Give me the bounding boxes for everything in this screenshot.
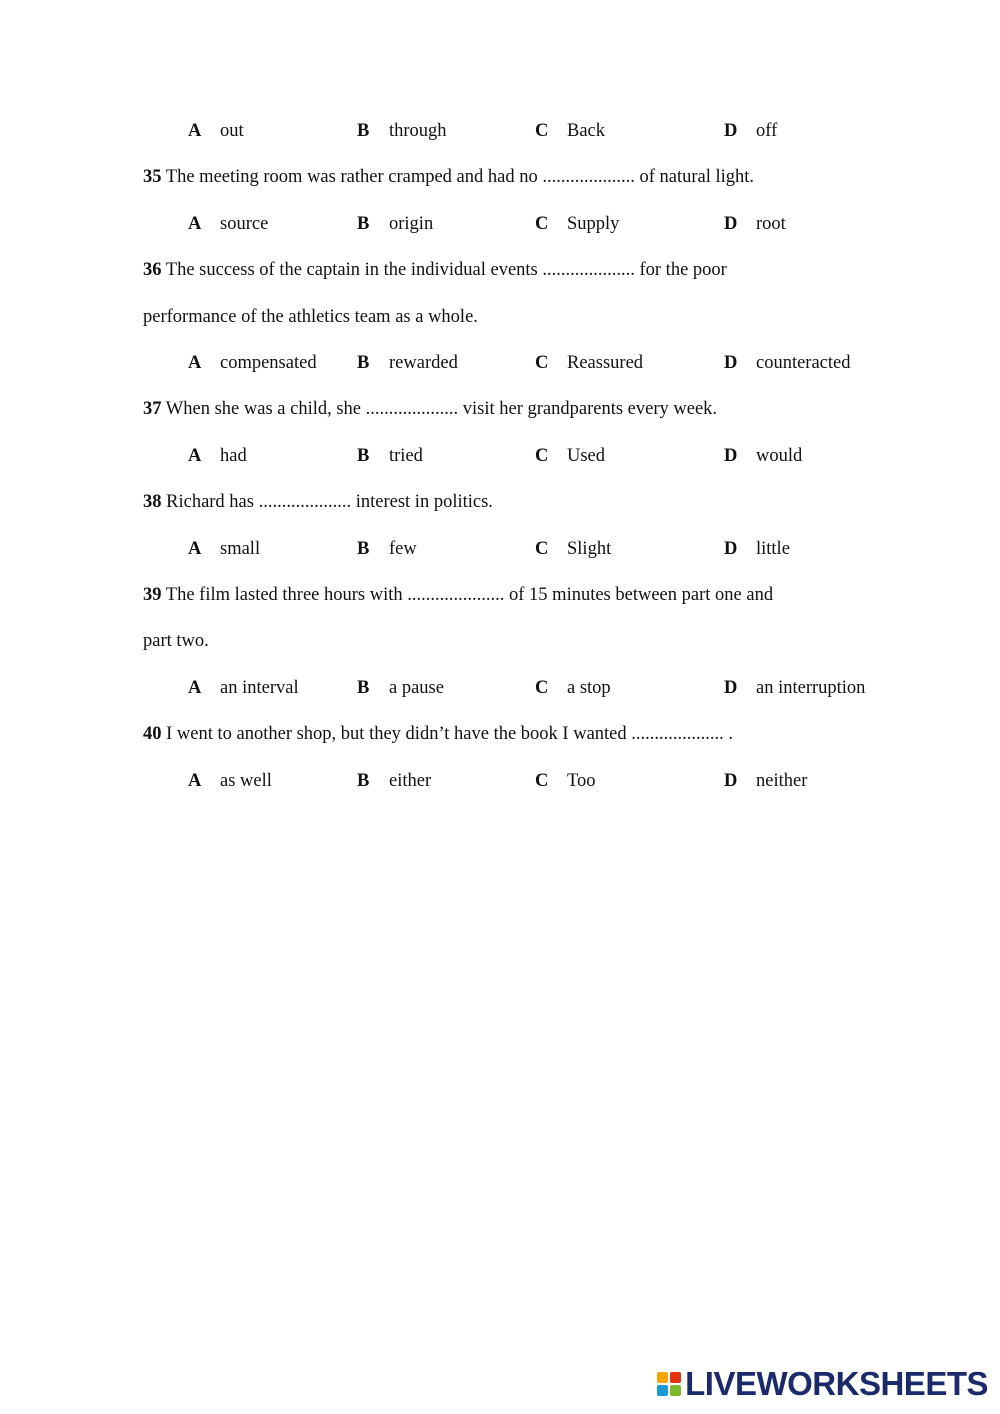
option-text: tried (389, 445, 423, 466)
option-letter: D (724, 445, 738, 466)
answer-option-d[interactable] (724, 677, 866, 699)
option-text: Used (567, 445, 606, 466)
option-text: out (220, 121, 244, 141)
answer-option-b[interactable] (357, 445, 423, 467)
option-text: would (756, 445, 803, 466)
option-letter: D (724, 213, 738, 234)
option-letter: B (357, 770, 370, 791)
answer-option-b[interactable] (357, 538, 417, 560)
answer-option-a[interactable] (188, 352, 317, 374)
answer-option-b[interactable] (357, 213, 434, 235)
option-text: Supply (567, 213, 620, 234)
option-text: little (756, 538, 790, 559)
question-35-stem (143, 166, 754, 188)
option-letter: B (357, 121, 370, 141)
option-text: an interval (220, 677, 299, 698)
option-text: through (389, 121, 447, 141)
option-text: Too (567, 770, 596, 791)
option-letter: A (188, 353, 202, 373)
answer-options (0, 770, 1000, 792)
option-text: origin (389, 213, 434, 234)
option-text: root (756, 213, 786, 234)
option-letter: D (724, 538, 738, 559)
answer-options (0, 445, 1000, 467)
question-39-stem-continued (143, 630, 209, 652)
answer-option-d[interactable] (724, 770, 808, 792)
answer-option-c[interactable] (535, 538, 612, 560)
question-text: I went to another shop, but they didn’t have the book I wanted .................... . (166, 724, 734, 745)
option-letter: A (188, 213, 202, 234)
answer-options (0, 120, 1000, 142)
question-number: 37 (143, 399, 162, 420)
option-text: neither (756, 770, 808, 791)
answer-option-c[interactable] (535, 352, 644, 374)
option-letter: B (357, 677, 370, 698)
option-letter: C (535, 353, 549, 373)
answer-option-d[interactable] (724, 213, 786, 235)
question-40-stem (143, 723, 733, 745)
question-number: 36 (143, 260, 162, 281)
option-letter: C (535, 445, 549, 466)
option-letter: A (188, 445, 202, 466)
option-text: small (220, 538, 261, 559)
answer-options (0, 352, 1000, 374)
answer-option-d[interactable] (724, 445, 803, 467)
question-text: performance of the athletics team as a whole. (143, 306, 478, 327)
option-letter: C (535, 121, 549, 141)
question-number: 35 (143, 167, 162, 188)
option-letter: D (724, 677, 738, 698)
answer-option-a[interactable] (188, 120, 244, 142)
option-text: as well (220, 770, 272, 791)
option-letter: B (357, 213, 370, 234)
option-text: either (389, 770, 432, 791)
brand-name: LIVEWORKSHEETS (685, 1365, 988, 1402)
question-number: 38 (143, 492, 162, 513)
question-text: The meeting room was rather cramped and had no .................... of natural light. (165, 167, 755, 188)
answer-option-a[interactable] (188, 538, 261, 560)
option-letter: A (188, 770, 202, 791)
option-letter: C (535, 538, 549, 559)
option-letter: A (188, 121, 202, 141)
option-letter: D (724, 353, 738, 373)
option-text: counteracted (756, 353, 851, 373)
answer-options (0, 677, 1000, 699)
answer-option-b[interactable] (357, 677, 444, 699)
answer-options (0, 213, 1000, 235)
answer-option-d[interactable] (724, 538, 790, 560)
option-text: Slight (567, 538, 612, 559)
option-text: a pause (389, 677, 444, 698)
answer-option-c[interactable] (535, 770, 596, 792)
question-text: The film lasted three hours with ..................... of 15 minutes between part one and (165, 585, 774, 605)
option-text: had (220, 445, 247, 466)
answer-option-a[interactable] (188, 770, 272, 792)
logo-square (670, 1385, 681, 1396)
option-text: compensated (220, 353, 317, 373)
option-letter: B (357, 538, 370, 559)
question-37-stem (143, 398, 717, 420)
answer-option-c[interactable] (535, 677, 611, 699)
question-number: 40 (143, 724, 162, 745)
answer-option-a[interactable] (188, 677, 299, 699)
option-text: source (220, 213, 269, 234)
option-text: few (389, 538, 417, 559)
option-letter: D (724, 770, 738, 791)
liveworksheets-logo-icon (657, 1372, 681, 1396)
answer-option-d[interactable] (724, 352, 851, 374)
option-letter: A (188, 677, 202, 698)
answer-option-c[interactable] (535, 213, 620, 235)
answer-options (0, 538, 1000, 560)
answer-option-b[interactable] (357, 352, 458, 374)
question-36-stem-continued (143, 306, 478, 328)
question-text: When she was a child, she .................... visit her grandparents every week. (165, 399, 718, 420)
option-text: a stop (567, 677, 611, 698)
logo-square (670, 1372, 681, 1383)
question-39-stem (143, 584, 773, 606)
question-36-stem (143, 259, 727, 281)
option-text: Reassured (567, 353, 644, 373)
question-38-stem (143, 491, 493, 513)
answer-option-d[interactable] (724, 120, 778, 142)
option-letter: B (357, 445, 370, 466)
option-text: off (756, 121, 778, 141)
option-letter: C (535, 770, 549, 791)
option-text: rewarded (389, 353, 458, 373)
question-text: The success of the captain in the individual events .................... for the poor (165, 260, 727, 281)
option-letter: B (357, 353, 370, 373)
answer-option-b[interactable] (357, 770, 432, 792)
answer-option-a[interactable] (188, 213, 269, 235)
option-text: Back (567, 121, 606, 141)
logo-square (657, 1385, 668, 1396)
option-letter: A (188, 538, 202, 559)
option-text: an interruption (756, 677, 866, 698)
question-text: Richard has .................... interest in politics. (166, 492, 493, 513)
liveworksheets-brand[interactable] (657, 1365, 988, 1402)
answer-option-c[interactable] (535, 445, 606, 467)
logo-square (657, 1372, 668, 1383)
answer-option-a[interactable] (188, 445, 247, 467)
option-letter: C (535, 213, 549, 234)
question-text: part two. (143, 631, 209, 652)
option-letter: D (724, 121, 738, 141)
option-letter: C (535, 677, 549, 698)
answer-option-c[interactable] (535, 120, 606, 142)
answer-option-b[interactable] (357, 120, 447, 142)
question-number: 39 (143, 585, 162, 605)
